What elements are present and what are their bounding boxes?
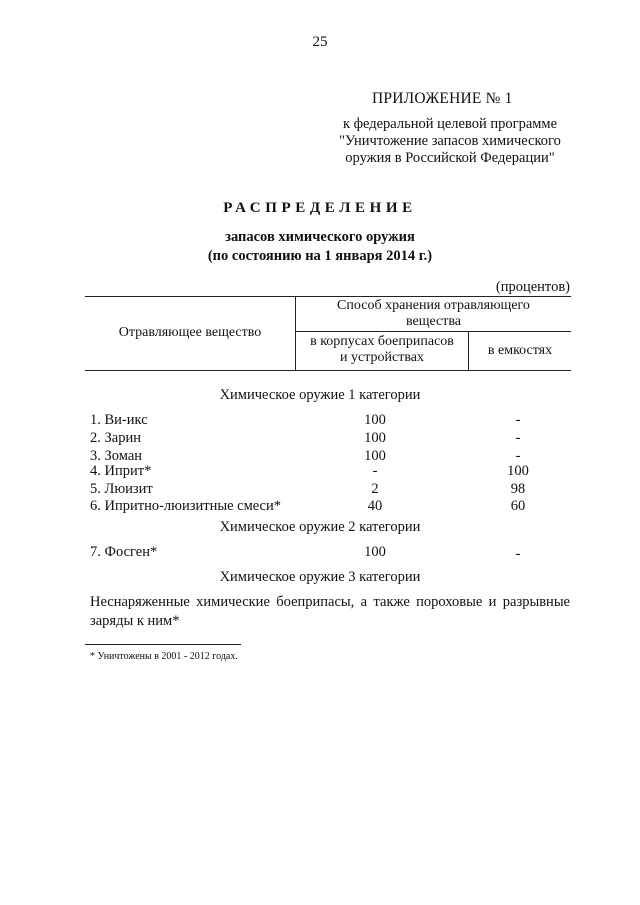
- column-header-storage-line: вещества: [405, 314, 462, 329]
- containers-value: -: [515, 412, 521, 428]
- table-top-rule: [85, 296, 571, 297]
- appendix-subtitle-line: "Уничтожение запасов химического: [339, 133, 561, 149]
- document-subtitle-line: (по состоянию на 1 января 2014 г.): [207, 248, 433, 264]
- category-title: Химическое оружие 3 категории: [219, 569, 421, 585]
- category-title: Химическое оружие 1 категории: [219, 387, 421, 403]
- munitions-value: -: [372, 463, 378, 479]
- appendix-subtitle-line: оружия в Российской Федерации": [345, 150, 555, 166]
- column-header-containers: в емкостях: [487, 343, 553, 358]
- category-note: Неснаряженные химические боеприпасы, а также пороховые и разрывные заряды к ним*: [90, 594, 570, 629]
- munitions-value: 2: [371, 481, 379, 497]
- substance-name: 7. Фосген*: [90, 544, 158, 560]
- substance-name: 2. Зарин: [90, 430, 141, 446]
- column-header-munitions-line: в корпусах боеприпасов: [310, 334, 454, 349]
- document-subtitle-line: запасов химического оружия: [225, 229, 415, 245]
- substance-name: 5. Люизит: [90, 481, 153, 497]
- munitions-value: 40: [367, 498, 383, 514]
- munitions-value: 100: [364, 412, 386, 428]
- column-header-munitions-line: и устройствах: [340, 350, 424, 365]
- munitions-value: 100: [364, 544, 386, 560]
- document-subtitle: [0, 228, 640, 266]
- appendix-title: ПРИЛОЖЕНИЕ № 1: [372, 90, 513, 107]
- appendix-subtitle: [320, 116, 580, 167]
- column-header-munitions: [296, 334, 468, 366]
- unit-label: (процентов): [495, 279, 570, 295]
- table-subheader-rule: [295, 331, 571, 332]
- table-header-bottom-rule: [85, 370, 571, 371]
- containers-value: 100: [507, 463, 529, 479]
- footnote-rule: [85, 644, 241, 645]
- column-header-substance: Отравляющее вещество: [118, 325, 262, 340]
- category-title: Химическое оружие 2 категории: [219, 519, 421, 535]
- substance-name: 3. Зоман: [90, 448, 143, 464]
- column-header-storage-line: Способ хранения отравляющего: [337, 298, 530, 313]
- containers-value: 98: [510, 481, 526, 497]
- containers-value: -: [515, 430, 521, 446]
- containers-value: -: [515, 546, 521, 562]
- appendix-subtitle-line: к федеральной целевой программе: [342, 116, 558, 132]
- document-title: РАСПРЕДЕЛЕНИЕ: [223, 200, 417, 216]
- substance-name: 1. Ви-икс: [90, 412, 148, 428]
- column-header-storage: [296, 298, 571, 330]
- containers-value: -: [515, 448, 521, 464]
- page-number: 25: [312, 34, 328, 50]
- munitions-value: 100: [364, 430, 386, 446]
- containers-value: 60: [510, 498, 526, 514]
- substance-name: 6. Ипритно-люизитные смеси*: [90, 498, 281, 514]
- footnote: * Уничтожены в 2001 - 2012 годах.: [90, 651, 238, 662]
- munitions-value: 100: [364, 448, 386, 464]
- substance-name: 4. Иприт*: [90, 463, 152, 479]
